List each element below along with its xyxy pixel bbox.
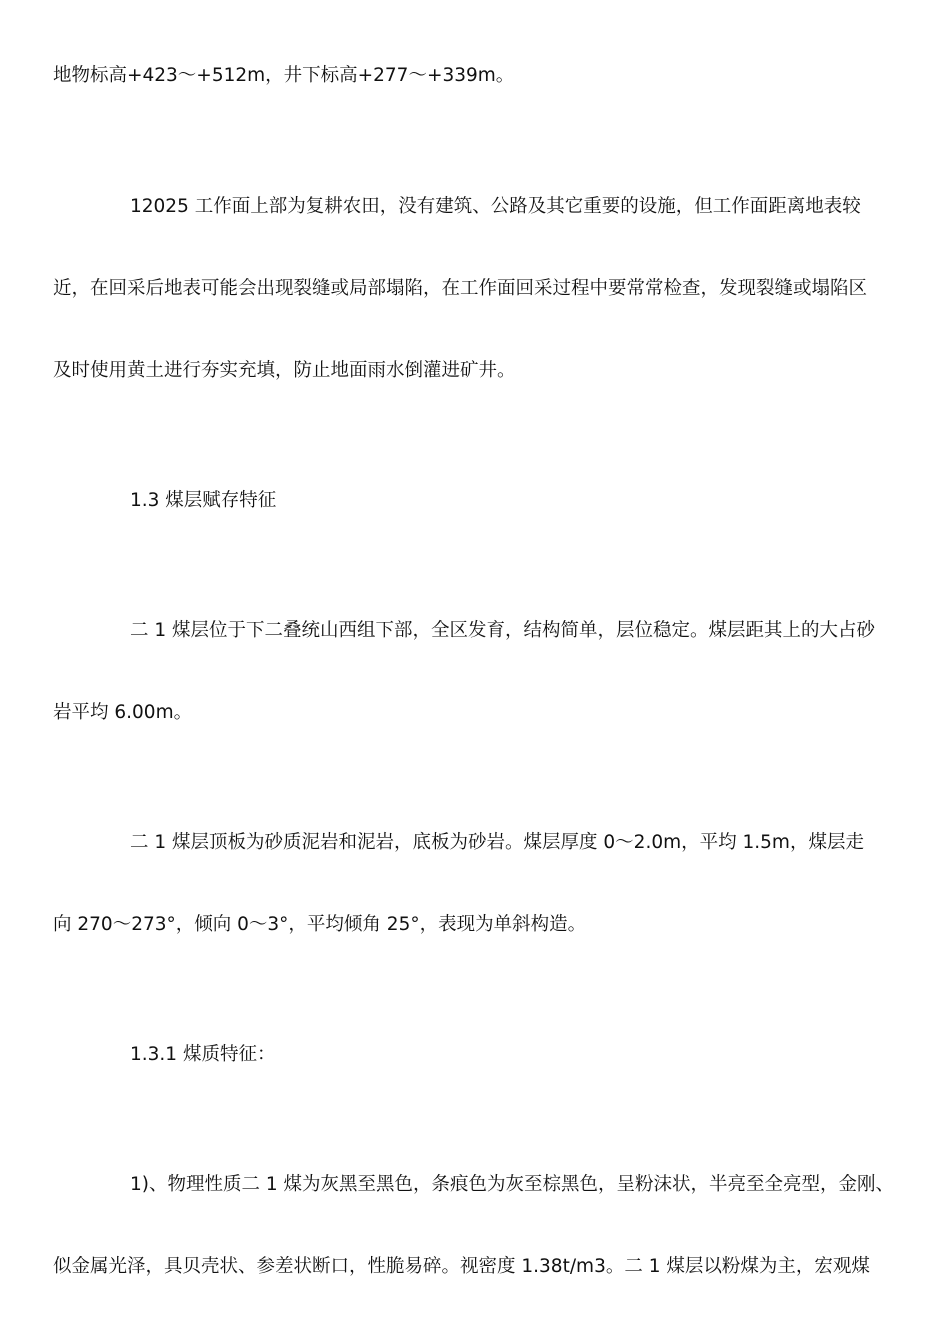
- paragraph-line: 1)、物理性质二 1 煤为灰黑至黑色，条痕色为灰至棕黑色，呈粉沫状，半亮至全亮型，金刚、: [130, 1174, 895, 1195]
- subsection-heading: 1.3.1 煤质特征：: [130, 1044, 276, 1065]
- section-heading: 1.3 煤层赋存特征: [130, 490, 277, 511]
- paragraph-line: 近，在回采后地表可能会出现裂缝或局部塌陷，在工作面回采过程中要常常检查，发现裂缝或塌陷区: [53, 278, 868, 299]
- paragraph-line: 似金属光泽，具贝壳状、参差状断口，性脆易碎。视密度 1.38t/m3。二 1 煤层以粉煤为主，宏观煤: [53, 1256, 870, 1277]
- paragraph-line: 向 270～273°，倾向 0～3°，平均倾角 25°，表现为单斜构造。: [53, 914, 587, 935]
- paragraph-line: 二 1 煤层顶板为砂质泥岩和泥岩，底板为砂岩。煤层厚度 0～2.0m，平均 1.5m，煤层走: [130, 832, 864, 853]
- paragraph-line: 岩平均 6.00m。: [53, 702, 193, 723]
- paragraph-line: 二 1 煤层位于下二叠统山西组下部，全区发育，结构简单，层位稳定。煤层距其上的大占砂: [130, 620, 876, 641]
- paragraph-line: 地物标高+423～+512m，井下标高+277～+339m。: [53, 65, 515, 86]
- paragraph-line: 12025 工作面上部为复耕农田，没有建筑、公路及其它重要的设施，但工作面距离地表较: [130, 196, 861, 217]
- paragraph-line: 及时使用黄土进行夯实充填，防止地面雨水倒灌进矿井。: [53, 360, 516, 381]
